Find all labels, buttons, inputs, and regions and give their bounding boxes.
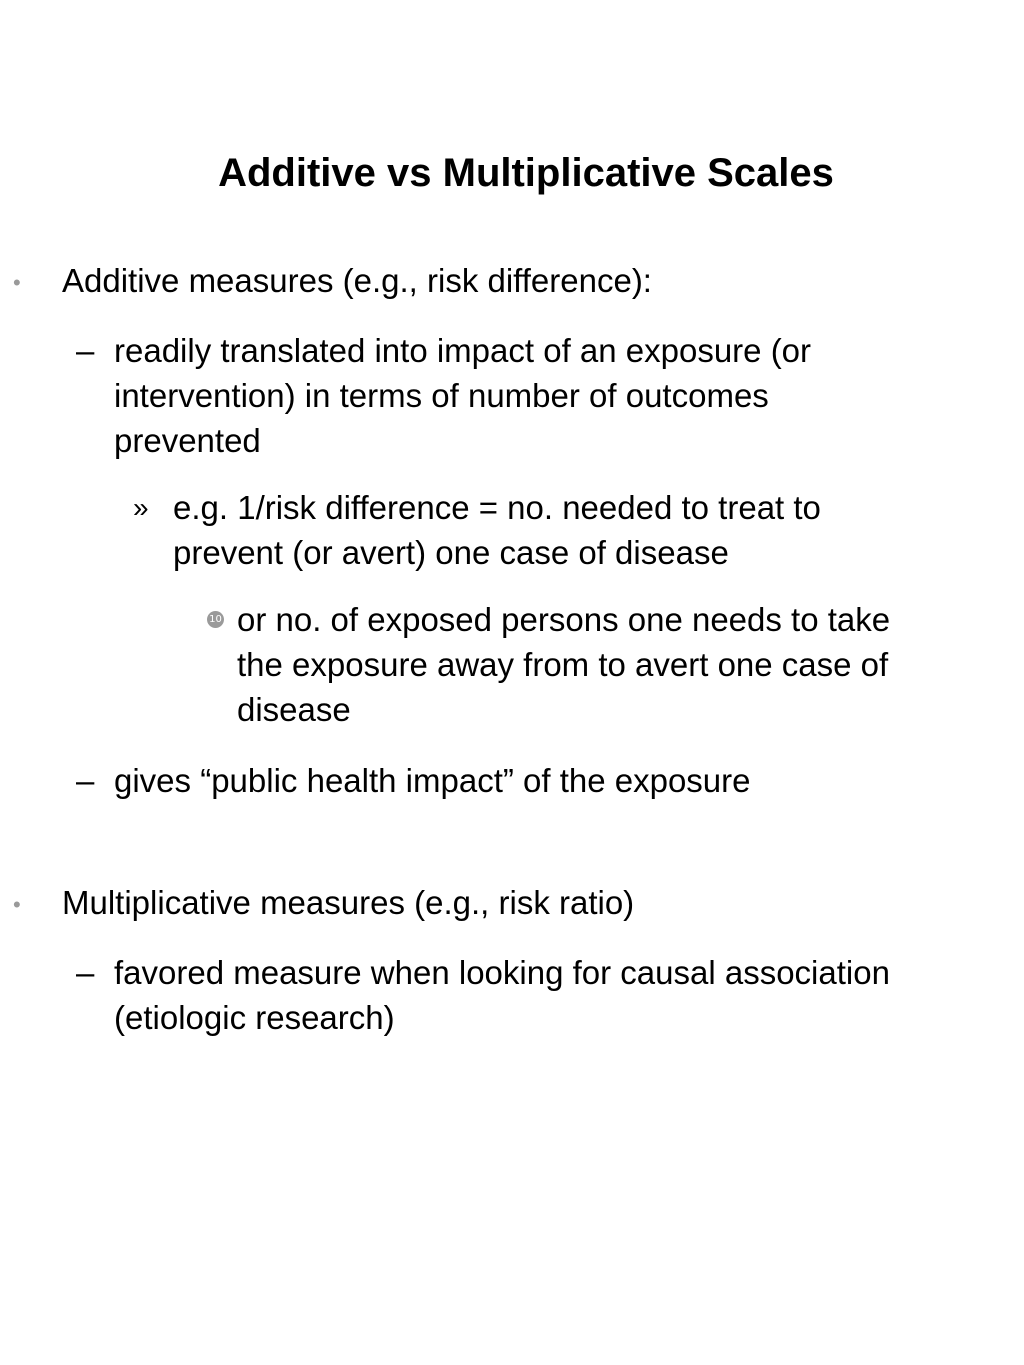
level4-bullet-line: disease (237, 691, 351, 728)
sub-bullet-line: prevented (114, 422, 261, 459)
sub-bullet-public-health: gives “public health impact” of the exposure (114, 762, 751, 799)
bullet-dot-icon: • (13, 892, 21, 917)
level4-bullet-line: or no. of exposed persons one needs to take (237, 601, 891, 638)
sub-bullet-line: favored measure when looking for causal association (114, 954, 890, 991)
circled-ten-icon: 10 (207, 611, 224, 628)
circled-number-icon (207, 597, 224, 642)
bullet-additive: Additive measures (e.g., risk difference): (62, 262, 652, 299)
sub-bullet-line: intervention) in terms of number of outcomes (114, 377, 769, 414)
sub-sub-bullet-line: e.g. 1/risk difference = no. needed to treat to (173, 489, 821, 526)
sub-bullet-line: readily translated into impact of an exposure (or (114, 332, 812, 369)
slide-title: Additive vs Multiplicative Scales (218, 151, 834, 195)
level4-bullet-line: the exposure away from to avert one case of (237, 646, 889, 683)
sub-bullet-line: (etiologic research) (114, 999, 395, 1036)
sub-sub-bullet-line: prevent (or avert) one case of disease (173, 534, 729, 571)
bullet-multiplicative: Multiplicative measures (e.g., risk ratio) (62, 884, 635, 921)
guillemet-marker-icon: » (133, 492, 149, 523)
dash-marker-icon: – (76, 762, 95, 799)
dash-marker-icon: – (76, 954, 95, 991)
dash-marker-icon: – (76, 332, 95, 369)
bullet-dot-icon: • (13, 270, 21, 295)
